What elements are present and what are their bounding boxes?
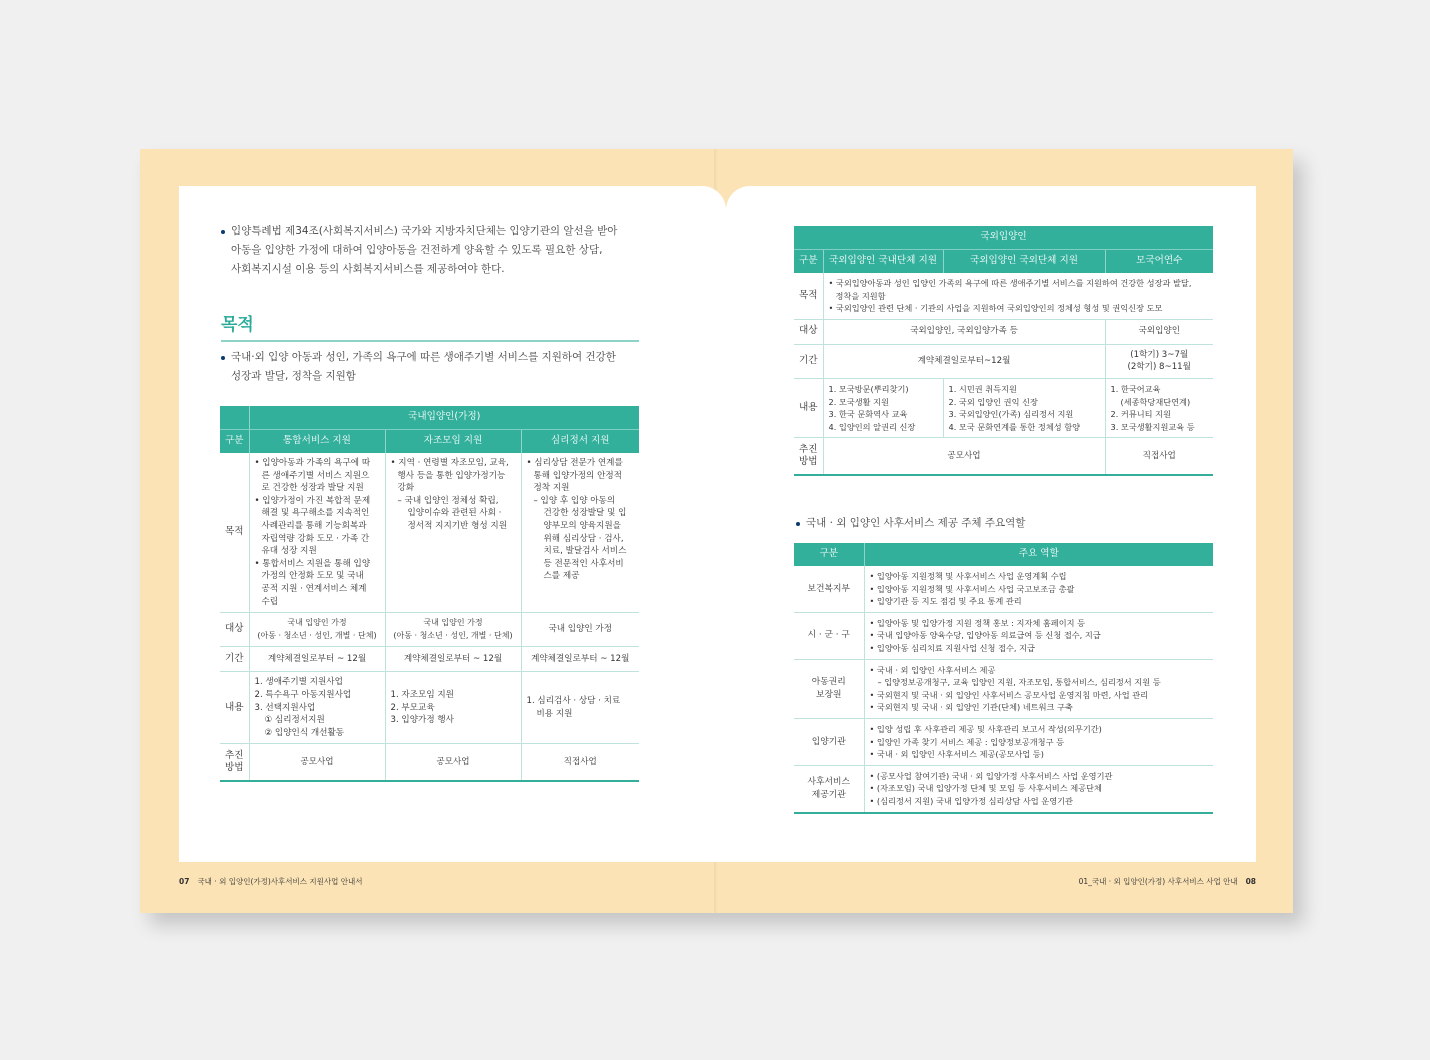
service-roles-table [794,543,1213,814]
table-cell: 계약체결일로부터 ~ 12월 [249,647,385,672]
table-row [794,718,1213,765]
row-header: 목적 [220,453,249,613]
column-header: 국외입양인 국외단체 지원 [943,250,1105,274]
column-header: 통합서비스 지원 [249,430,385,454]
column-header: 심리정서 지원 [521,430,639,454]
purpose-paragraph [231,348,651,386]
footer-title: 국내 · 외 입양인(가정)사후서비스 지원사업 안내서 [197,877,363,886]
table-cell: 1. 한국어교육 (세종학당재단연계) 2. 커뮤니티 지원 3. 모국생활지원교육 등 [1105,378,1213,437]
row-header: 아동권리 보장원 [794,659,864,718]
bullet-dot-icon [796,522,800,526]
table-cell: • 입양아동 지원정책 및 사후서비스 사업 운영계획 수립 • 입양아동 지원정책 및 사후서비스 사업 국고보조금 총괄 • 입양기관 등 지도 점검 및 주요 통계 관리 [864,566,1213,612]
table-row [794,319,1213,344]
table-row [220,672,639,744]
column-header: 구분 [794,250,823,274]
column-header: 주요 역할 [864,543,1213,566]
table-cell: 1. 생애주기별 지원사업 2. 특수욕구 아동지원사업 3. 선택지원사업 ① 심리정서지원 ② 입양인식 개선활동 [249,672,385,744]
table-row [220,647,639,672]
row-header: 추진 방법 [220,744,249,782]
row-header: 입양기관 [794,718,864,765]
intro-line: 입양특례법 제34조(사회복지서비스) 국가와 지방자치단체는 입양기관의 알선을 받아 [231,225,618,237]
table-cell: 국내 입양인 가정 (아동 · 청소년 · 성인, 개별 · 단체) [385,613,521,647]
roles-heading: 국내 · 외 입양인 사후서비스 제공 주체 주요역할 [806,514,1206,533]
table-row [794,344,1213,378]
table-cell: 1. 모국방문(뿌리찾기) 2. 모국생활 지원 3. 한국 문화역사 교육 4. 입양인의 알권리 신장 [823,378,943,437]
table-cell: 직접사업 [1105,438,1213,476]
purpose-line: 성장과 발달, 정착을 지원함 [231,370,356,382]
domestic-adoptee-table [220,406,639,782]
column-header: 자조모임 지원 [385,430,521,454]
table-cell: • 국내 · 외 입양인 사후서비스 제공 – 입양정보공개청구, 교육 입양인 지원, 자조모임, 통합서비스, 심리정서 지원 등 • 국외현지 및 국내 · 외 입양인 사후서비스 공모사업 운영지침 마련, 사업 관리 • 국외현지 및 국내 · 외 입양인 기관(단체) 네트워크 구축 [864,659,1213,718]
table-cell: • 지역 · 연령별 자조모임, 교육, 행사 등을 통한 입양가정기능 강화 – 국내 입양인 정체성 확립, 입양이슈와 관련된 사회 · 정서적 지지기반 형성 지원 [385,453,521,613]
intro-line: 아동을 입양한 가정에 대하여 입양아동을 건전하게 양육할 수 있도록 필요한 상담, [231,244,603,256]
table-cell: • 입양 성립 후 사후관리 제공 및 사후관리 보고서 작성(의무기간) • 입양인 가족 찾기 서비스 제공 : 입양정보공개청구 등 • 국내 · 외 입양인 사후서비스 제공(공모사업 등) [864,718,1213,765]
row-header: 목적 [794,273,823,319]
table-row [794,566,1213,612]
table-cell: 공모사업 [823,438,1105,476]
row-header: 기간 [794,344,823,378]
table-cell: 1. 시민권 취득지원 2. 국외 입양인 권익 신장 3. 국외입양인(가족) 심리정서 지원 4. 모국 문화연계를 통한 정체성 함양 [943,378,1105,437]
table-cell: 국내 입양인 가정 [521,613,639,647]
table-group-header: 국내입양인(가정) [249,406,639,430]
right-page-footer [1079,876,1256,887]
table-row [794,659,1213,718]
table-cell: • 국외입양아동과 성인 입양인 가족의 욕구에 따른 생애주기별 서비스를 지원하여 건강한 성장과 발달, 정착을 지원함 • 국외입양인 관련 단체 · 기관의 사업을 지원하여 국외입양인의 정체성 형성 및 권익신장 도모 [823,273,1213,319]
table-cell: 공모사업 [385,744,521,782]
table-cell: 1. 심리검사 · 상담 · 치료 비용 지원 [521,672,639,744]
intro-line: 사회복지시설 이용 등의 사회복지서비스를 제공하여야 한다. [231,263,505,275]
table-header-blank [220,406,249,430]
column-header: 구분 [794,543,864,566]
right-page [726,186,1256,862]
row-header: 대상 [794,319,823,344]
table-row [220,613,639,647]
table-group-header: 국외입양인 [794,226,1213,250]
left-page [179,186,726,862]
table-cell: 계약체결일로부터 ~ 12월 [385,647,521,672]
footer-title: 01_국내 · 외 입양인(가정) 사후서비스 사업 안내 [1078,877,1238,886]
page-number: 08 [1245,877,1256,886]
table-cell: (1학기) 3~7월 (2학기) 8~11월 [1105,344,1213,378]
row-header: 내용 [794,378,823,437]
column-header: 모국어연수 [1105,250,1213,274]
table-cell: 국외입양인 [1105,319,1213,344]
table-cell: 1. 자조모임 지원 2. 부모교육 3. 입양가정 행사 [385,672,521,744]
bullet-dot-icon [221,356,225,360]
intro-paragraph [231,222,671,279]
column-header: 국외입양인 국내단체 지원 [823,250,943,274]
table-row [794,612,1213,659]
table-cell: 계약체결일로부터 ~ 12월 [521,647,639,672]
row-header: 기간 [220,647,249,672]
section-title: 목적 [221,315,254,335]
row-header: 보건복지부 [794,566,864,612]
table-row [794,378,1213,437]
table-cell: • 입양아동과 가족의 욕구에 따 른 생애주기별 서비스 지원으 로 건강한 성장과 발달 지원 • 입양가정이 가진 복합적 문제 해결 및 욕구해소를 지속적인 사례관리를 통해 기능회복과 자립역량 강화 도모 · 가족 간 유대 성장 지원 • 통합서비스 지원을 통해 입양 가정의 안정화 도모 및 국내 공적 지원 · 연계서비스 체계 수립 [249,453,385,613]
page-number: 07 [179,877,190,886]
row-header: 대상 [220,613,249,647]
table-cell: • 입양아동 및 입양가정 지원 정책 홍보 : 지자체 홈페이지 등 • 국내 입양아동 양육수당, 입양아동 의료급여 등 신청 접수, 지급 • 입양아동 심리치료 지원사업 신청 접수, 지급 [864,612,1213,659]
row-header: 내용 [220,672,249,744]
row-header: 추진 방법 [794,438,823,476]
table-row [220,453,639,613]
table-row [794,273,1213,319]
table-cell: • (공모사업 참여기관) 국내 · 외 입양가정 사후서비스 사업 운영기관 • (자조모임) 국내 입양가정 단체 및 모임 등 사후서비스 제공단체 • (심리정서 지원) 국내 입양가정 심리상담 사업 운영기관 [864,765,1213,812]
row-header: 사후서비스 제공기관 [794,765,864,812]
table-cell: • 심리상담 전문가 연계를 통해 입양가정의 안정적 정착 지원 – 입양 후 입양 아동의 건강한 성장발달 및 입 양부모의 양육지원을 위해 심리상담 · 검사, 치료, 발달검사 서비스 등 전문적인 사후서비 스를 제공 [521,453,639,613]
table-cell: 공모사업 [249,744,385,782]
purpose-line: 국내·외 입양 아동과 성인, 가족의 욕구에 따른 생애주기별 서비스를 지원하여 건강한 [231,351,616,363]
section-divider [221,340,639,342]
table-cell: 국내 입양인 가정 (아동 · 청소년 · 성인, 개별 · 단체) [249,613,385,647]
row-header: 시 · 군 · 구 [794,612,864,659]
table-row [220,744,639,782]
left-page-footer [179,876,363,887]
table-cell: 계약체결일로부터~12월 [823,344,1105,378]
table-row [794,438,1213,476]
open-booklet [140,149,1293,913]
column-header: 구분 [220,430,249,454]
bullet-dot-icon [221,230,225,234]
table-cell: 직접사업 [521,744,639,782]
table-row [794,765,1213,812]
table-cell: 국외입양인, 국외입양가족 등 [823,319,1105,344]
overseas-adoptee-table [794,226,1213,476]
